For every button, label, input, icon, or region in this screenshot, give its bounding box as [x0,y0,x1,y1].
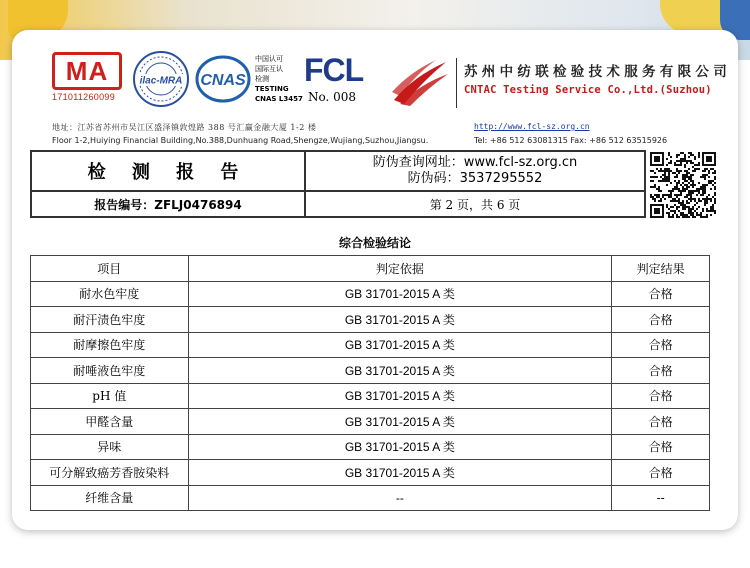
company-name-zh: 苏州中纺联检验技术服务有限公司 [464,64,731,80]
fcl-logo-text: FCL [304,52,364,88]
row-item-cell: pH 值 [31,383,189,409]
cnas-side-line: CNAS L3457 [255,95,303,103]
table-row [31,383,710,409]
table-row [31,460,710,486]
cnas-side-line: 检测 [255,75,269,83]
ilac-text: ilac-MRA [139,75,183,87]
row-item-cell: 异味 [31,434,189,460]
row-item-cell: 耐摩擦色牢度 [31,332,189,358]
row-result-cell: -- [612,485,710,511]
row-basis-cell: GB 31701-2015 A 类 [188,434,612,460]
table-row [31,307,710,333]
company-name-en: CNTAC Testing Service Co.,Ltd.(Suzhou) [464,84,712,96]
table-row [31,332,710,358]
cma-number: 171011260099 [52,92,115,102]
report-header-table [30,150,646,218]
cnas-side-text [255,54,303,104]
logo-divider [456,58,457,108]
cma-logo-mark: MA [52,52,122,90]
row-result-cell: 合格 [612,460,710,486]
row-basis-cell: GB 31701-2015 A 类 [188,358,612,384]
table-row [31,281,710,307]
row-result-cell: 合格 [612,434,710,460]
cnas-text: CNAS [200,72,246,89]
row-basis-cell: GB 31701-2015 A 类 [188,460,612,486]
row-item-cell: 可分解致癌芳香胺染料 [31,460,189,486]
row-result-cell: 合格 [612,383,710,409]
row-item-cell: 纤维含量 [31,485,189,511]
cma-logo [52,52,124,108]
report-number: 报告编号：ZFLJ0476894 [31,191,305,217]
verify-site: 防伪查询网址：www.fcl-sz.org.cn [372,155,578,170]
row-basis-cell: GB 31701-2015 A 类 [188,307,612,333]
table-row [31,434,710,460]
cnas-side-line: 中国认可 [255,55,283,63]
row-item-cell: 耐唾液色牢度 [31,358,189,384]
fcl-logo [304,50,364,112]
row-basis-cell: GB 31701-2015 A 类 [188,281,612,307]
address-zh: 地址：江苏省苏州市吴江区盛泽镇敦煌路 388 号汇赢金融大厦 1-2 楼 [52,123,317,132]
table-row [31,358,710,384]
page-info: 第 2 页，共 6 页 [305,191,645,217]
row-basis-cell: GB 31701-2015 A 类 [188,383,612,409]
cnas-side-line: 国际互认 [255,65,283,73]
row-item-cell: 耐汗渍色牢度 [31,307,189,333]
row-item-cell: 甲醛含量 [31,409,189,435]
verify-code: 防伪码：3537295552 [407,171,543,186]
address-en: Floor 1-2,Huiying Financial Building,No.388,Dunhuang Road,Shengze,Wujiang,Suzhou,Jiangsu. [52,136,429,145]
row-basis-cell: GB 31701-2015 A 类 [188,409,612,435]
row-result-cell: 合格 [612,409,710,435]
company-website-link[interactable]: http://www.fcl-sz.org.cn [474,122,590,131]
row-result-cell: 合格 [612,281,710,307]
row-basis-cell: GB 31701-2015 A 类 [188,332,612,358]
row-basis-cell: -- [188,485,612,511]
column-header-item: 项目 [31,256,189,282]
fcl-number: No. 008 [307,90,357,104]
column-header-basis: 判定依据 [188,256,612,282]
cnas-logo [195,54,251,104]
table-header-row [31,256,710,282]
table-row [31,485,710,511]
column-header-result: 判定结果 [612,256,710,282]
row-result-cell: 合格 [612,358,710,384]
conclusion-title: 综合检验结论 [338,236,411,250]
tel-fax: Tel: +86 512 63081315 Fax: +86 512 63515926 [474,136,668,145]
qr-code [650,152,716,218]
report-title: 检 测 报 告 [31,151,305,191]
test-report-card [12,30,738,530]
cnas-side-line: TESTING [255,85,289,93]
table-row [31,409,710,435]
ilac-mra-logo [132,50,190,108]
anti-counterfeit-info [305,151,645,191]
row-result-cell: 合格 [612,307,710,333]
row-item-cell: 耐水色牢度 [31,281,189,307]
row-result-cell: 合格 [612,332,710,358]
cntac-swoosh-logo [390,56,450,108]
conclusion-table [30,255,710,511]
